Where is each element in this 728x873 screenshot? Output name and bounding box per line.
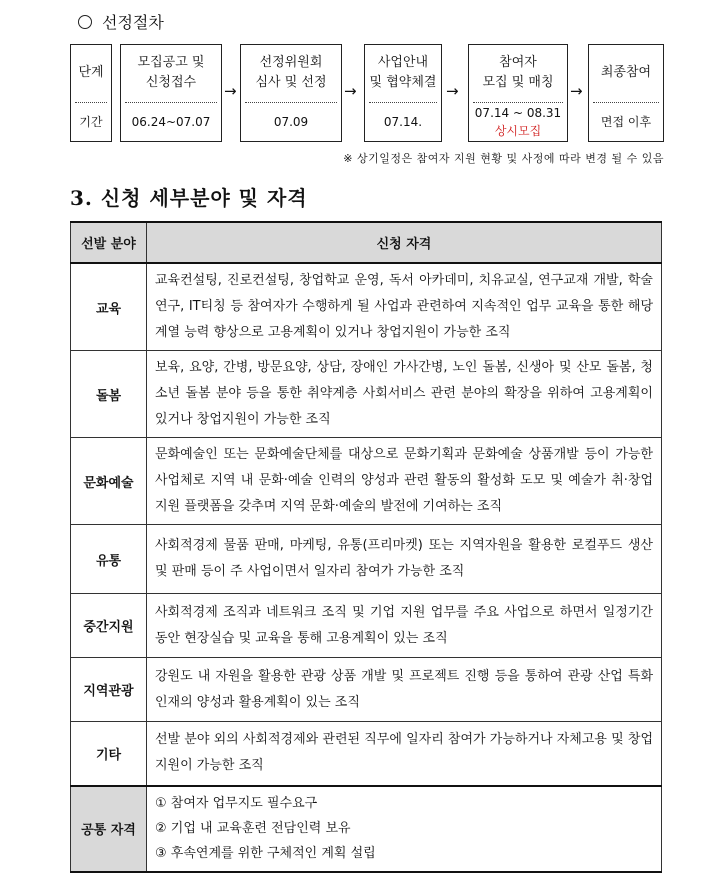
field-name: 중간지원	[71, 594, 147, 658]
arrow-right-icon: →	[224, 82, 237, 100]
field-name: 지역관광	[71, 658, 147, 722]
step-title: 모집공고 및 신청접수	[137, 55, 205, 90]
table-row	[71, 351, 662, 438]
table-row	[71, 658, 662, 722]
field-description: 교육컨설팅, 진로컨설팅, 창업학교 운영, 독서 아카데미, 치유교실, 연구교재 개발, 학술연구, IT티칭 등 참여자가 수행하게 될 사업과 관련하여 지속적인 업무 교육을 통한 해당 계열 능력 향상으로 고용계획이 있거나 창업지원이 가능한 조직	[147, 263, 662, 351]
arrow-right-icon: →	[344, 82, 357, 100]
field-name: 돌봄	[71, 351, 147, 438]
field-description: 사회적경제 조직과 네트워크 조직 및 기업 지원 업무를 주요 사업으로 하면서 일정기간 동안 현장실습 및 교육을 통해 고용계획이 있는 조직	[147, 594, 662, 658]
table-row	[71, 594, 662, 658]
common-requirements	[147, 786, 662, 872]
period-label: 기간	[79, 115, 103, 129]
field-description: 강원도 내 자원을 활용한 관광 상품 개발 및 프로젝트 진행 등을 통하여 관광 산업 특화 인재의 양성과 활용계획이 있는 조직	[147, 658, 662, 722]
table-row	[71, 722, 662, 786]
step-title: 선정위원회 심사 및 선정	[255, 55, 327, 90]
step-box-final	[588, 44, 664, 142]
table-row	[71, 525, 662, 594]
field-name: 공통 자격	[71, 786, 147, 872]
list-item: ① 참여자 업무지도 필수요구	[155, 796, 318, 811]
step-title: 사업안내 및 협약체결	[369, 55, 437, 90]
table-row-common	[71, 786, 662, 872]
field-name: 기타	[71, 722, 147, 786]
field-description: 보육, 요양, 간병, 방문요양, 상담, 장애인 가사간병, 노인 돌봄, 신생아 및 산모 돌봄, 청소년 돌봄 분야 등을 통한 취약계층 사회서비스 관련 분야의 확장을 위하여 고용계획이 있거나 창업지원이 가능한 조직	[147, 351, 662, 438]
section-title	[78, 10, 164, 33]
circle-bullet-icon	[78, 15, 92, 29]
step-period: 면접 이후	[600, 115, 652, 129]
step-box-agreement	[364, 44, 442, 142]
step-period-note: 상시모집	[494, 124, 542, 138]
arrow-right-icon: →	[446, 82, 459, 100]
step-period: 07.14 ~ 08.31	[474, 106, 562, 120]
step-label: 단계	[78, 65, 104, 80]
field-description: 선발 분야 외의 사회적경제와 관련된 직무에 일자리 참여가 가능하거나 자체고용 및 창업지원이 가능한 조직	[147, 722, 662, 786]
schedule-note: ※ 상기일정은 참여자 지원 현황 및 사정에 따라 변경 될 수 있음	[343, 152, 664, 165]
field-description: 문화예술인 또는 문화예술단체를 대상으로 문화기획과 문화예술 상품개발 등이 가능한 사업체로 지역 내 문화·예술 인력의 양성과 관련 활동의 활성화 도모 및 예술가 취·창업 지원 플랫폼을 갖추며 지역 문화·예술의 발전에 기여하는 조직	[147, 438, 662, 525]
arrow-right-icon: →	[570, 82, 583, 100]
field-name: 교육	[71, 263, 147, 351]
table-row	[71, 263, 662, 351]
table-row	[71, 438, 662, 525]
field-name: 문화예술	[71, 438, 147, 525]
step-box-matching	[468, 44, 568, 142]
step-label-box	[70, 44, 112, 142]
field-description: 사회적경제 물품 판매, 마케팅, 유통(프리마켓) 또는 지역자원을 활용한 로컬푸드 생산 및 판매 등이 주 사업이면서 일자리 참여가 가능한 조직	[147, 525, 662, 594]
step-period: 07.14.	[383, 115, 423, 129]
list-item: ③ 후속연계를 위한 구체적인 계획 설립	[155, 846, 376, 861]
step-period: 06.24~07.07	[131, 115, 211, 129]
section-heading: 3. 신청 세부분야 및 자격	[70, 186, 308, 210]
column-header-qualification: 신청 자격	[147, 222, 662, 263]
step-title: 최종참여	[600, 65, 652, 80]
qualification-table	[70, 221, 662, 873]
field-name: 유통	[71, 525, 147, 594]
step-box-selection	[240, 44, 342, 142]
step-box-application	[120, 44, 222, 142]
step-period: 07.09	[273, 115, 309, 129]
section-title-text: 선정절차	[102, 13, 164, 32]
column-header-field: 선발 분야	[71, 222, 147, 263]
list-item: ② 기업 내 교육훈련 전담인력 보유	[155, 821, 351, 836]
step-title: 참여자 모집 및 매칭	[482, 55, 554, 90]
